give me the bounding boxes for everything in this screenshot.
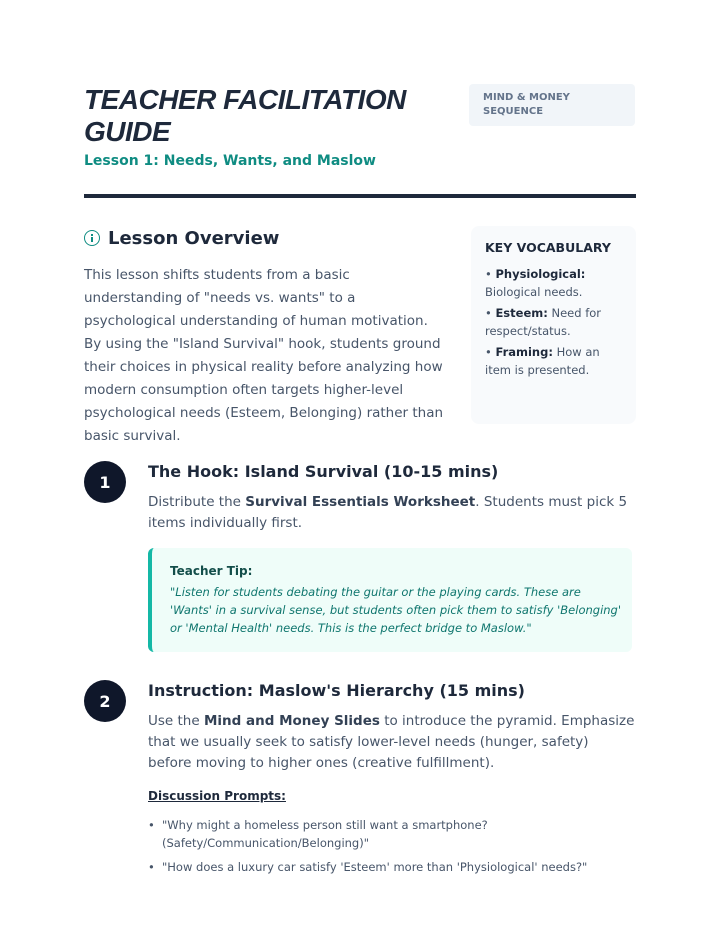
step-number-badge: 1 (84, 461, 126, 503)
overview-heading: Lesson Overview (108, 227, 280, 249)
page-title: TEACHER FACILITATION GUIDE (84, 84, 406, 147)
teacher-tip-label: Teacher Tip: (170, 564, 253, 578)
vocabulary-definition: Need for respect/status. (485, 306, 602, 338)
step-title: The Hook: Island Survival (10-15 mins) (148, 462, 499, 481)
discussion-prompts-list (148, 816, 628, 882)
step-description: Distribute the Survival Essentials Worksheet. Students must pick 5 items individually first. (148, 494, 628, 531)
info-icon (84, 230, 100, 246)
discussion-prompt: • "How does a luxury car satisfy 'Esteem' more than 'Physiological' needs?" (148, 858, 628, 876)
teacher-tip-text: "Listen for students debating the guitar or the playing cards. These are 'Wants' in a survival sense, but students often pick them to satisfy 'Belonging' or 'Mental Health' needs. This is the perfect bridge to Maslow." (170, 585, 622, 635)
lesson-subtitle: Lesson 1: Needs, Wants, and Maslow (84, 153, 376, 169)
overview-text: This lesson shifts students from a basic understanding of "needs vs. wants" to a psychological understanding of human motivation. By using the "Island Survival" hook, students ground their choices in physical reality before analyzing how modern consumption often targets higher-level psychological needs (Esteem, Belonging) rather than basic survival. (84, 267, 444, 444)
vocabulary-definition: How an item is presented. (485, 345, 600, 377)
header (84, 84, 636, 174)
discussion-prompts-label: Discussion Prompts: (148, 789, 286, 803)
vocabulary-item: • Physiological: Biological needs. (485, 267, 586, 299)
sequence-badge: MIND & MONEY SEQUENCE (469, 84, 635, 126)
key-vocabulary-box (471, 226, 636, 424)
vocabulary-item: • Framing: How an item is presented. (485, 345, 600, 377)
vocabulary-item: • Esteem: Need for respect/status. (485, 306, 602, 338)
overview-heading-row (84, 226, 279, 250)
header-divider (84, 194, 636, 198)
teacher-tip-box (148, 548, 632, 652)
step-description: Use the Mind and Money Slides to introduce the pyramid. Emphasize that we usually seek to satisfy lower-level needs (hunger, safety) before moving to higher ones (creative fulfillment). (148, 713, 635, 771)
step-number-badge: 2 (84, 680, 126, 722)
vocabulary-term: Esteem: (495, 306, 548, 320)
step-title: Instruction: Maslow's Hierarchy (15 mins) (148, 681, 525, 700)
vocabulary-term: Framing: (495, 345, 553, 359)
vocabulary-heading: KEY VOCABULARY (485, 240, 611, 255)
discussion-prompt: • "Why might a homeless person still want a smartphone? (Safety/Communication/Belonging)" (148, 816, 628, 852)
vocabulary-definition: Biological needs. (485, 284, 583, 299)
vocabulary-term: Physiological: (495, 267, 586, 281)
slides-name: Mind and Money Slides (203, 713, 380, 729)
worksheet-name: Survival Essentials Worksheet (245, 494, 476, 510)
